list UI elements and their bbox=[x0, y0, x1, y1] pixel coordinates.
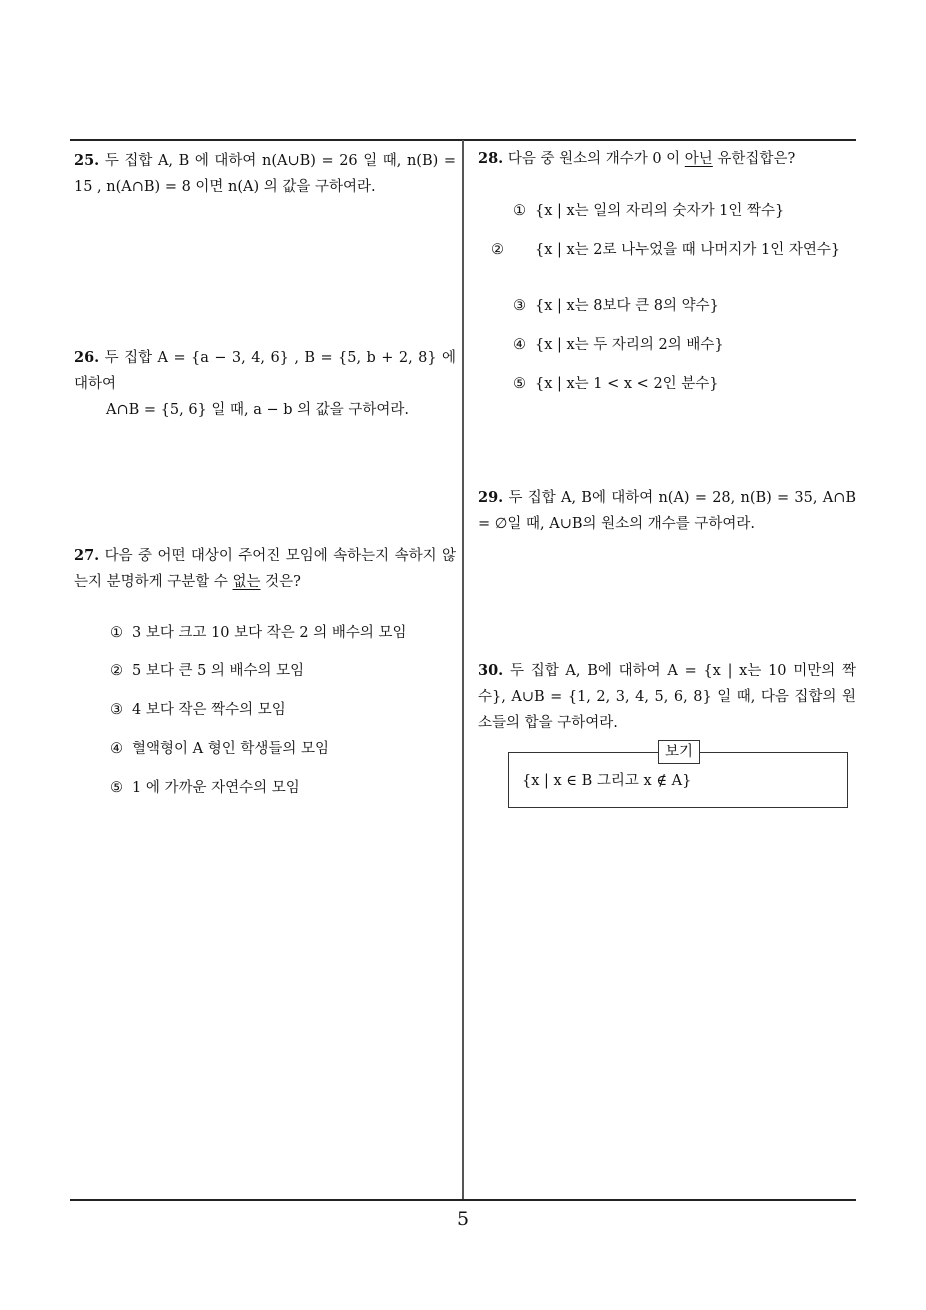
problem-text: 두 집합 A, B 에 대하여 n(A∪B) = 26 일 때, n(B) = 15 , n(A∩B) = 8 이면 n(A) 의 값을 구하여라. bbox=[74, 153, 456, 195]
choice-text: 1 에 가까운 자연수의 모임 bbox=[132, 780, 300, 796]
choice-28-4 bbox=[513, 333, 724, 358]
bogi-content: {x | x ∈ B 그리고 x ∉ A} bbox=[522, 773, 692, 789]
choice-mark: ⑤ bbox=[513, 376, 526, 392]
bogi-title: 보기 bbox=[658, 740, 700, 764]
problem-27 bbox=[74, 543, 456, 595]
problem-text-line2: A∩B = {5, 6} 일 때, a − b 의 값을 구하여라. bbox=[106, 402, 409, 418]
emphasis-underline: 아닌 bbox=[684, 151, 713, 167]
choice-mark: ③ bbox=[110, 702, 123, 718]
choice-28-2 bbox=[491, 238, 873, 263]
problem-number: 29. bbox=[478, 489, 504, 506]
problem-text: 두 집합 A, B에 대하여 n(A) = 28, n(B) = 35, A∩B = ∅일 때, A∪B의 원소의 개수를 구하여라. bbox=[478, 490, 856, 532]
choice-mark: ① bbox=[110, 625, 123, 641]
problem-30 bbox=[478, 658, 856, 736]
choice-27-4 bbox=[110, 737, 329, 762]
choice-text: 혈액형이 A 형인 학생들의 모임 bbox=[132, 741, 329, 757]
choice-mark: ① bbox=[513, 203, 526, 219]
choice-text: {x | x는 1 < x < 2인 분수} bbox=[535, 376, 719, 392]
choice-27-3 bbox=[110, 698, 286, 723]
choice-text: 3 보다 크고 10 보다 작은 2 의 배수의 모임 bbox=[132, 625, 407, 641]
emphasis-underline: 없는 bbox=[232, 574, 261, 590]
choice-mark: ④ bbox=[513, 337, 526, 353]
choice-text: {x | x는 일의 자리의 숫자가 1인 짝수} bbox=[535, 203, 785, 219]
choice-mark: ③ bbox=[513, 298, 526, 314]
bottom-rule bbox=[70, 1199, 856, 1201]
problem-text: 다음 중 원소의 개수가 0 이 bbox=[507, 151, 685, 167]
problem-number: 27. bbox=[74, 547, 100, 564]
problem-number: 26. bbox=[74, 349, 100, 366]
problem-number: 25. bbox=[74, 152, 100, 169]
choice-text: {x | x는 2로 나누었을 때 나머지가 1인 자연수} bbox=[535, 242, 841, 258]
choice-text: 5 보다 큰 5 의 배수의 모임 bbox=[132, 663, 305, 679]
choice-27-1 bbox=[110, 621, 406, 646]
problem-text-end: 유한집합은? bbox=[712, 151, 796, 167]
column-divider bbox=[462, 140, 464, 1200]
problem-28 bbox=[478, 146, 854, 172]
problem-text-end: 것은? bbox=[260, 574, 301, 590]
choice-mark: ② bbox=[110, 663, 123, 679]
problem-29 bbox=[478, 485, 856, 537]
choice-28-5 bbox=[513, 372, 719, 397]
page-number: 5 bbox=[456, 1208, 470, 1230]
choice-mark: ② bbox=[491, 242, 504, 258]
problem-25 bbox=[74, 148, 456, 200]
choice-28-3 bbox=[513, 294, 719, 319]
choice-28-1 bbox=[513, 199, 784, 224]
problem-number: 30. bbox=[478, 662, 504, 679]
problem-number: 28. bbox=[478, 150, 504, 167]
problem-text-line1: 두 집합 A = {a − 3, 4, 6} , B = {5, b + 2, 8} 에 대하여 bbox=[74, 350, 456, 392]
problem-text: 두 집합 A, B에 대하여 A = {x | x는 10 미만의 짝수}, A∪B = {1, 2, 3, 4, 5, 6, 8} 일 때, 다음 집합의 원소들의 합을 구하여라. bbox=[478, 663, 857, 731]
problem-text: 다음 중 어떤 대상이 주어진 모임에 속하는지 속하지 않는지 분명하게 구분할 수 bbox=[74, 548, 456, 590]
choice-text: {x | x는 8보다 큰 8의 약수} bbox=[535, 298, 719, 314]
choice-27-5 bbox=[110, 776, 300, 801]
problem-26 bbox=[74, 345, 456, 423]
choice-mark: ④ bbox=[110, 741, 123, 757]
choice-27-2 bbox=[110, 659, 304, 684]
choice-text: {x | x는 두 자리의 2의 배수} bbox=[535, 337, 724, 353]
choice-text: 4 보다 작은 짝수의 모임 bbox=[132, 702, 286, 718]
choice-mark: ⑤ bbox=[110, 780, 123, 796]
